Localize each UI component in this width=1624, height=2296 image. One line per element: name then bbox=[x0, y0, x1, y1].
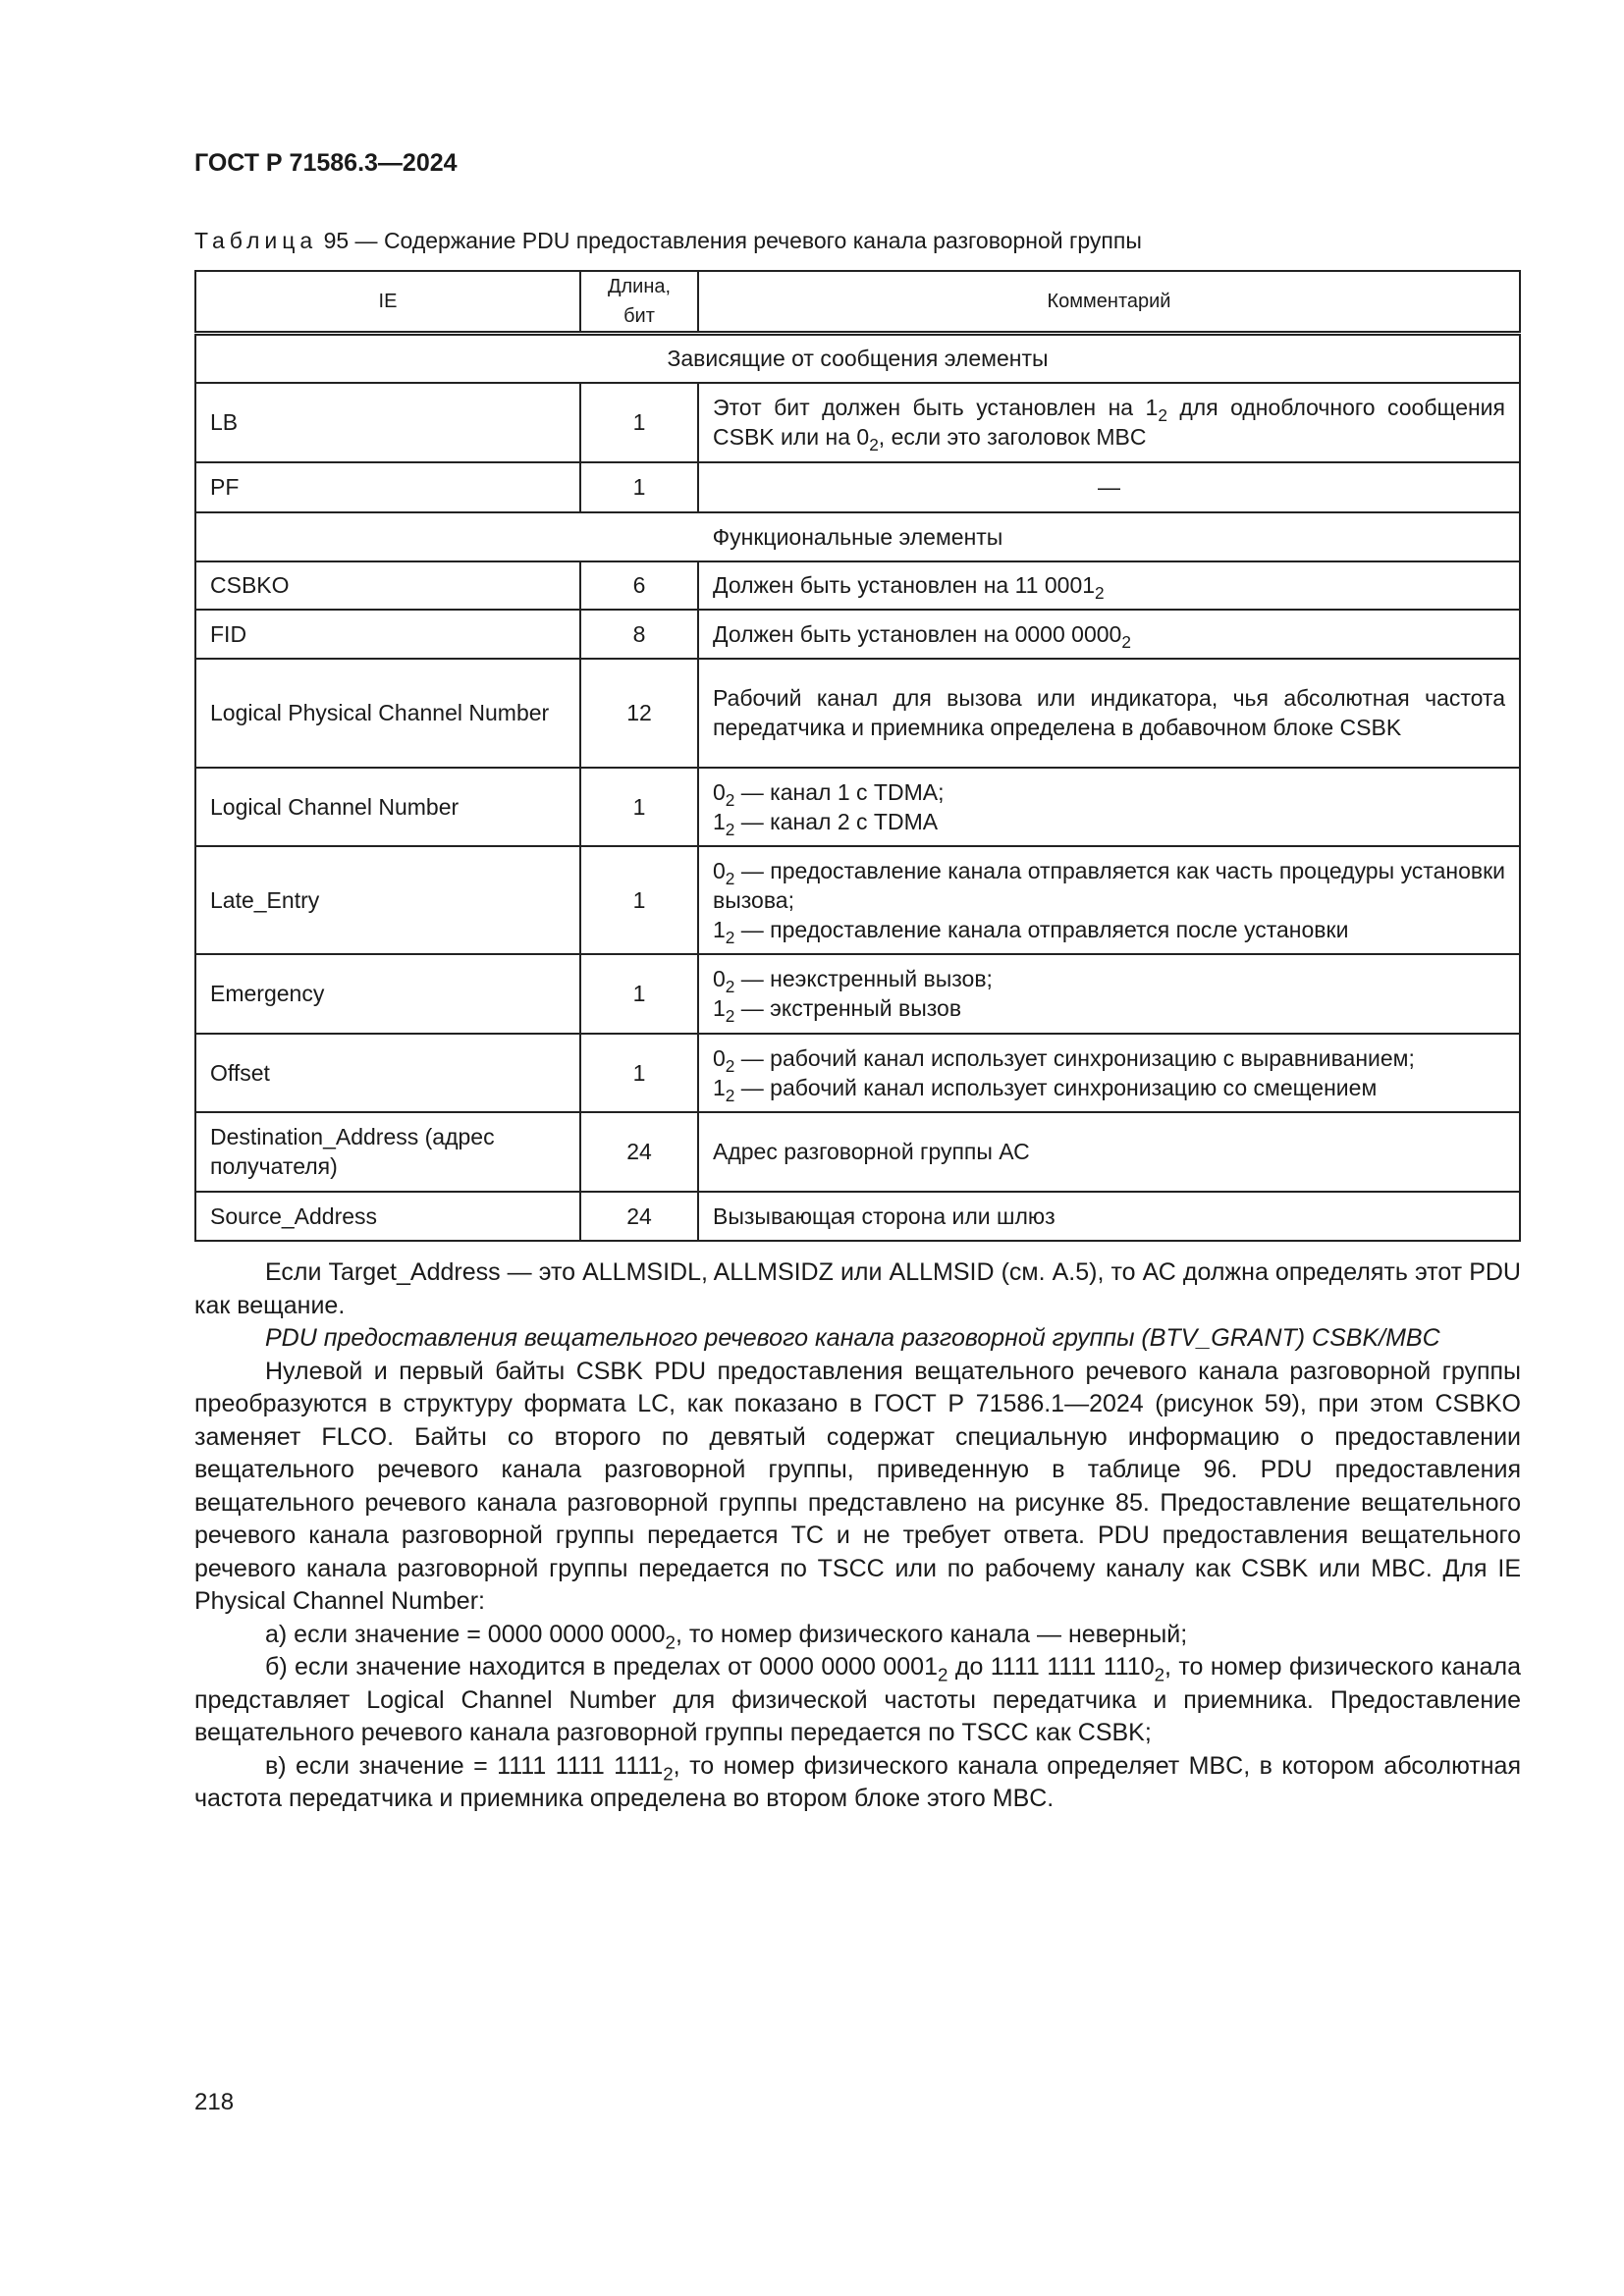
document-header: ГОСТ Р 71586.3—2024 bbox=[194, 149, 458, 177]
subscript: 2 bbox=[665, 1631, 676, 1653]
subscript: 2 bbox=[725, 819, 735, 839]
text-segment: — рабочий канал использует синхронизацию с выравниванием; bbox=[734, 1044, 1415, 1071]
table-row bbox=[195, 846, 1520, 954]
paragraph bbox=[194, 1322, 1521, 1356]
subscript: 2 bbox=[725, 1085, 735, 1105]
text-segment: — канал 2 с TDMA bbox=[734, 808, 939, 834]
text-segment: — неэкстренный вызов; bbox=[734, 966, 993, 991]
ie-cell: Offset bbox=[195, 1034, 580, 1112]
text-segment: 1 bbox=[713, 808, 726, 834]
length-cell: 1 bbox=[580, 768, 698, 846]
comment-cell bbox=[698, 846, 1520, 954]
comment-cell bbox=[698, 768, 1520, 846]
subscript: 2 bbox=[1154, 1664, 1165, 1685]
subscript: 2 bbox=[725, 1006, 735, 1027]
text-segment: Этот бит должен быть установлен на 1 bbox=[713, 395, 1159, 420]
text-segment: Адрес разговорной группы АС bbox=[713, 1139, 1030, 1164]
text-segment: — рабочий канал использует синхронизацию со смещением bbox=[734, 1074, 1378, 1100]
subscript: 2 bbox=[663, 1763, 674, 1785]
comment-cell bbox=[698, 561, 1520, 610]
subscript: 2 bbox=[725, 868, 735, 888]
length-cell: 1 bbox=[580, 462, 698, 512]
column-header-length: Длина, бит bbox=[580, 271, 698, 334]
subscript: 2 bbox=[1095, 583, 1105, 604]
ie-cell: LB bbox=[195, 383, 580, 462]
text-segment: 0 bbox=[713, 966, 726, 991]
length-cell: 24 bbox=[580, 1112, 698, 1192]
text-segment: Должен быть установлен на 11 0001 bbox=[713, 572, 1096, 598]
text-segment: , то номер физического канала представляет Logical Channel Number для физической частоты передатчика и приемника. Предоставление вещательного речевого канала разговорной группы передается по TSCC как CSBK; bbox=[194, 1653, 1521, 1746]
ie-cell: Logical Channel Number bbox=[195, 768, 580, 846]
pdu-table bbox=[194, 270, 1521, 1242]
paragraph bbox=[194, 1256, 1521, 1322]
text-segment: Рабочий канал для вызова или индикатора, чья абсолютная частота передатчика и приемника определена в добавочном блоке CSBK bbox=[713, 685, 1505, 740]
text-segment: 0 bbox=[713, 857, 726, 883]
table-row bbox=[195, 768, 1520, 846]
comment-cell bbox=[698, 954, 1520, 1034]
comment-cell bbox=[698, 1034, 1520, 1112]
ie-cell: Logical Physical Channel Number bbox=[195, 659, 580, 768]
table-row bbox=[195, 954, 1520, 1034]
length-cell: 8 bbox=[580, 610, 698, 659]
text-segment: PDU предоставления вещательного речевого канала разговорной группы (BTV_GRANT) CSBK/MBC bbox=[265, 1324, 1440, 1352]
text-segment: , то номер физического канала — неверный; bbox=[675, 1620, 1188, 1648]
ie-cell: Late_Entry bbox=[195, 846, 580, 954]
text-segment: а) если значение = 0000 0000 0000 bbox=[265, 1620, 666, 1648]
subscript: 2 bbox=[725, 927, 735, 947]
ie-cell: FID bbox=[195, 610, 580, 659]
subscript: 2 bbox=[938, 1664, 948, 1685]
paragraph bbox=[194, 1750, 1521, 1816]
length-cell: 1 bbox=[580, 383, 698, 462]
ie-cell: PF bbox=[195, 462, 580, 512]
text-segment: — bbox=[1098, 474, 1120, 500]
column-header-comment: Комментарий bbox=[698, 271, 1520, 334]
paragraph bbox=[194, 1651, 1521, 1750]
table-caption-text: 95 — Содержание PDU предоставления речевого канала разговорной группы bbox=[317, 228, 1142, 253]
comment-cell bbox=[698, 1192, 1520, 1241]
text-segment: Вызывающая сторона или шлюз bbox=[713, 1202, 1056, 1229]
length-cell: 12 bbox=[580, 659, 698, 768]
text-segment: Если Target_Address — это ALLMSIDL, ALLMSIDZ или ALLMSID (см. А.5), то АС должна определять этот PDU как вещание. bbox=[194, 1258, 1521, 1319]
comment-cell bbox=[698, 1112, 1520, 1192]
text-segment: — предоставление канала отправляется после установки bbox=[734, 916, 1349, 942]
section-title: Функциональные элементы bbox=[195, 512, 1520, 561]
subscript: 2 bbox=[725, 1055, 735, 1076]
table-row bbox=[195, 462, 1520, 512]
table-row bbox=[195, 1034, 1520, 1112]
text-segment: 0 bbox=[713, 1044, 726, 1071]
page-number: 218 bbox=[194, 2089, 235, 2115]
length-cell: 1 bbox=[580, 1034, 698, 1112]
table-header-row bbox=[195, 271, 1520, 334]
text-segment: б) если значение находится в пределах от 0000 0000 0001 bbox=[265, 1653, 938, 1681]
text-segment: — экстренный вызов bbox=[734, 995, 962, 1021]
text-segment: в) если значение = 1111 1111 1111 bbox=[265, 1751, 664, 1780]
column-header-ie: IE bbox=[195, 271, 580, 334]
table-row bbox=[195, 610, 1520, 659]
length-cell: 6 bbox=[580, 561, 698, 610]
subscript: 2 bbox=[725, 789, 735, 810]
table-body bbox=[195, 334, 1520, 1241]
ie-cell: Source_Address bbox=[195, 1192, 580, 1241]
paragraph bbox=[194, 1619, 1521, 1652]
ie-cell: Emergency bbox=[195, 954, 580, 1034]
text-segment: — канал 1 с TDMA; bbox=[734, 778, 945, 805]
subscript: 2 bbox=[725, 977, 735, 997]
text-segment: Нулевой и первый байты CSBK PDU предоставления вещательного речевого канала разговорной группы преобразуются в структуру формата LC, как показано в ГОСТ Р 71586.1—2024 (рисунок 59), при этом CSBKO заменяет FLCO. Байты со второго по девятый содержат специальную информацию о предоставлении вещательного речевого канала разговорной группы, приведенную в таблице 96. PDU предоставления вещательного речевого канала разговорной группы представлено на рисунке 85. Предоставление вещательного речевого канала разговорной группы передается ТС и не требует ответа. PDU предоставления вещательного речевого канала разговорной группы передается по TSCC или по рабочему каналу как CSBK или MBC. Для IE Physical Channel Number: bbox=[194, 1357, 1521, 1615]
section-title: Зависящие от сообщения элементы bbox=[195, 334, 1520, 383]
text-segment: 1 bbox=[713, 916, 726, 942]
comment-cell bbox=[698, 383, 1520, 462]
comment-cell bbox=[698, 462, 1520, 512]
length-cell: 1 bbox=[580, 846, 698, 954]
text-segment: , если это заголовок MBC bbox=[878, 424, 1147, 450]
comment-cell bbox=[698, 610, 1520, 659]
table-section-row bbox=[195, 334, 1520, 383]
table-row bbox=[195, 383, 1520, 462]
text-segment: 1 bbox=[713, 995, 726, 1021]
text-segment: до 1111 1111 1110 bbox=[947, 1653, 1155, 1681]
text-segment: 0 bbox=[713, 778, 726, 805]
body-text bbox=[194, 1256, 1521, 1816]
text-segment: для одноблочного сообщения CSBK или на 0 bbox=[713, 395, 1505, 450]
text-segment: 1 bbox=[713, 1074, 726, 1100]
table-row bbox=[195, 659, 1520, 768]
table-row bbox=[195, 1192, 1520, 1241]
table-caption bbox=[194, 228, 1142, 254]
table-caption-label: Таблица bbox=[194, 228, 318, 253]
table-row bbox=[195, 561, 1520, 610]
paragraph bbox=[194, 1356, 1521, 1619]
text-segment: — предоставление канала отправляется как часть процедуры установки вызова; bbox=[713, 857, 1505, 913]
length-cell: 1 bbox=[580, 954, 698, 1034]
length-cell: 24 bbox=[580, 1192, 698, 1241]
table-section-row bbox=[195, 512, 1520, 561]
subscript: 2 bbox=[869, 435, 879, 455]
subscript: 2 bbox=[1158, 405, 1167, 426]
table-row bbox=[195, 1112, 1520, 1192]
subscript: 2 bbox=[1121, 631, 1131, 652]
comment-cell bbox=[698, 659, 1520, 768]
ie-cell: Destination_Address (адрес получателя) bbox=[195, 1112, 580, 1192]
ie-cell: CSBKO bbox=[195, 561, 580, 610]
text-segment: , то номер физического канала определяет MBC, в котором абсолютная частота передатчика и приемника определена во втором блоке этого MBC. bbox=[194, 1751, 1521, 1812]
text-segment: Должен быть установлен на 0000 0000 bbox=[713, 620, 1122, 647]
